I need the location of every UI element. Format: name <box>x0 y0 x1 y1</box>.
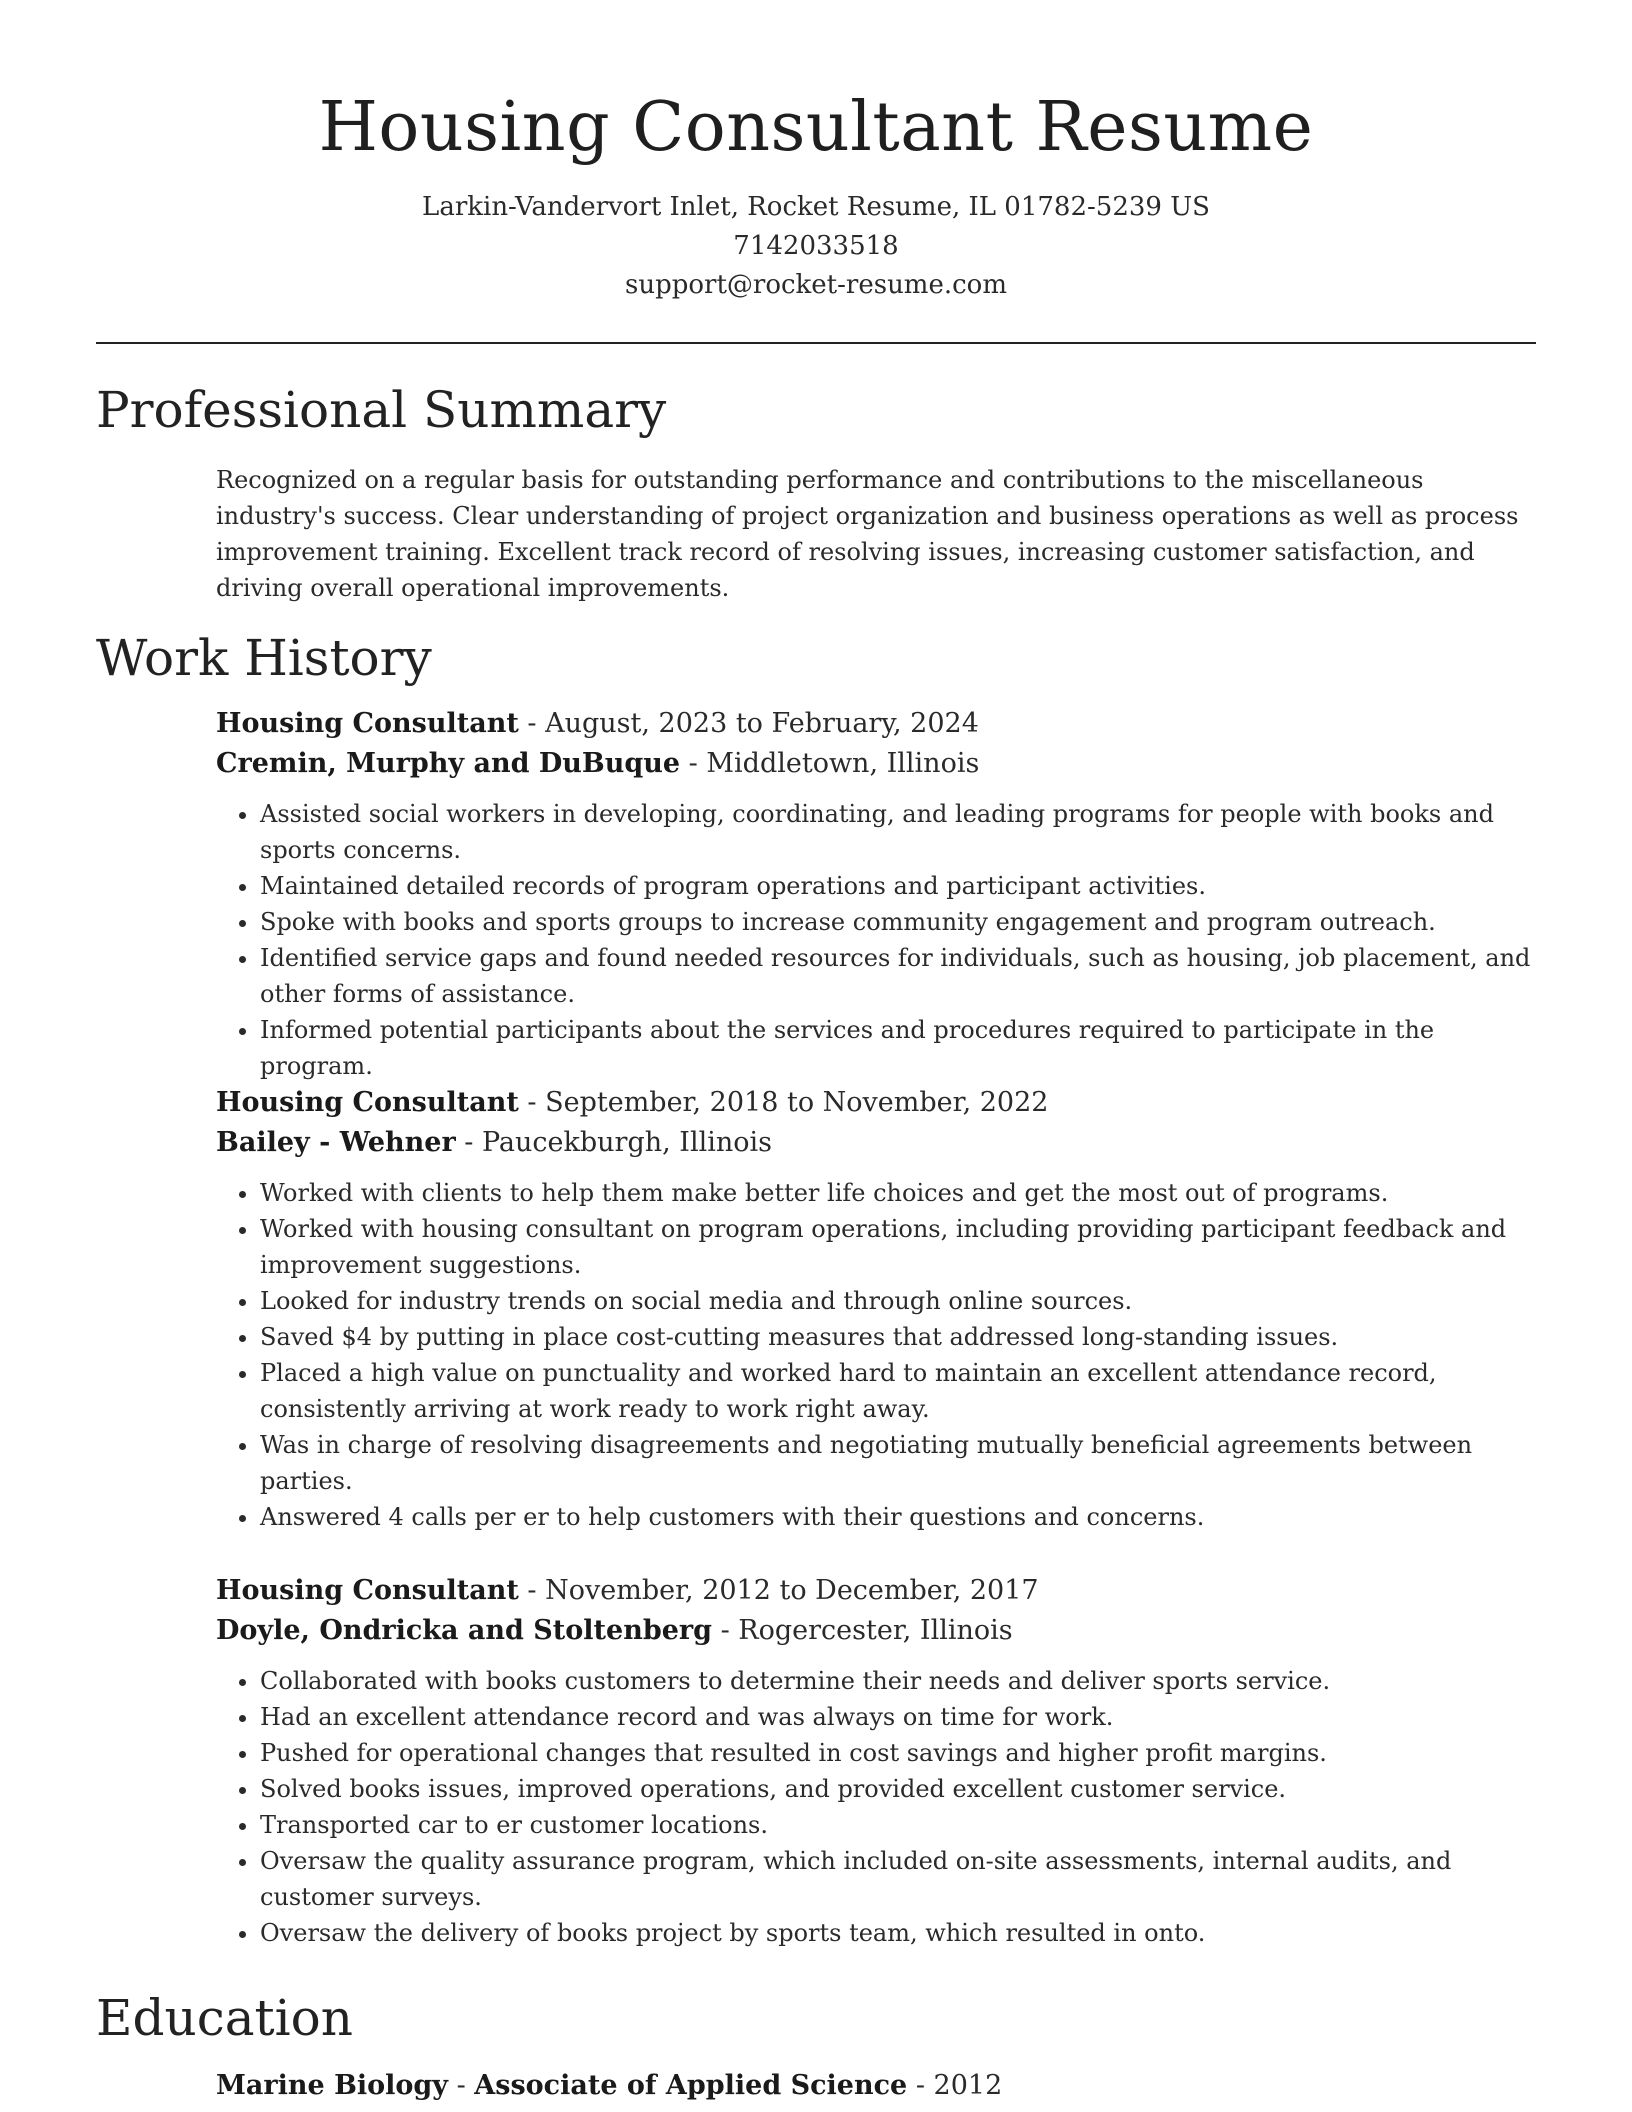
job-title: Housing Consultant <box>216 1087 519 1118</box>
job-bullets <box>216 1663 1536 1951</box>
job-bullet: • Assisted social workers in developing, coordinating, and leading programs for people with books and sports concerns. <box>260 796 1536 868</box>
job-bullet: • Identified service gaps and found needed resources for individuals, such as housing, job placement, and other forms of assistance. <box>260 940 1536 1012</box>
job-bullet: • Maintained detailed records of program operations and participant activities. <box>260 868 1536 904</box>
education-field: Marine Biology <box>216 2070 448 2101</box>
job-bullet: • Worked with clients to help them make better life choices and get the most out of programs. <box>260 1175 1536 1211</box>
job-bullet: • Answered 4 calls per er to help customers with their questions and concerns. <box>260 1499 1536 1535</box>
job-title-line: Housing Consultant - August, 2023 to February, 2024 <box>216 708 979 739</box>
job-bullet: • Placed a high value on punctuality and worked hard to maintain an excellent attendance record, consistently arriving at work ready to work right away. <box>260 1355 1536 1427</box>
job-company-line: Bailey - Wehner - Paucekburgh, Illinois <box>216 1127 772 1158</box>
job-bullet: • Was in charge of resolving disagreements and negotiating mutually beneficial agreements between parties. <box>260 1427 1536 1499</box>
job-bullet: • Looked for industry trends on social media and through online sources. <box>260 1283 1536 1319</box>
contact-phone: 7142033518 <box>733 231 899 261</box>
job-dates: August, 2023 to February, 2024 <box>545 708 979 739</box>
job-bullet: • Solved books issues, improved operations, and provided excellent customer service. <box>260 1771 1536 1807</box>
job-bullet: • Saved $4 by putting in place cost-cutting measures that addressed long-standing issues. <box>260 1319 1536 1355</box>
job-dates: November, 2012 to December, 2017 <box>545 1575 1039 1606</box>
job-bullet: • Worked with housing consultant on program operations, including providing participant feedback and improvement suggestions. <box>260 1211 1536 1283</box>
job-title-line: Housing Consultant - September, 2018 to November, 2022 <box>216 1087 1049 1118</box>
education-entry: Marine Biology - Associate of Applied Science - 2012 <box>216 2070 1003 2101</box>
section-title-summary: Professional Summary <box>96 381 667 439</box>
resume-title: Housing Consultant Resume <box>318 88 1314 167</box>
job-entry <box>216 1083 1536 1535</box>
header-divider <box>96 342 1536 344</box>
education-year: 2012 <box>933 2070 1003 2101</box>
job-company: Doyle, Ondricka and Stoltenberg <box>216 1615 712 1646</box>
job-entry <box>216 704 1536 1084</box>
contact-email: support@rocket-resume.com <box>624 270 1007 300</box>
job-location: Rogercester, Illinois <box>738 1615 1013 1646</box>
job-bullet: • Informed potential participants about the services and procedures required to participate in the program. <box>260 1012 1536 1084</box>
section-title-education: Education <box>96 1989 353 2047</box>
job-company-line: Doyle, Ondricka and Stoltenberg - Rogercester, Illinois <box>216 1615 1013 1646</box>
job-bullet: • Pushed for operational changes that resulted in cost savings and higher profit margins. <box>260 1735 1536 1771</box>
job-company: Cremin, Murphy and DuBuque <box>216 748 681 779</box>
job-entry <box>216 1571 1536 1951</box>
section-title-work-history: Work History <box>96 629 432 687</box>
job-dates: September, 2018 to November, 2022 <box>545 1087 1049 1118</box>
job-bullet: • Had an excellent attendance record and was always on time for work. <box>260 1699 1536 1735</box>
job-bullet: • Oversaw the delivery of books project by sports team, which resulted in onto. <box>260 1915 1536 1951</box>
job-bullet: • Transported car to er customer locations. <box>260 1807 1536 1843</box>
contact-info <box>96 188 1536 305</box>
summary-text: Recognized on a regular basis for outstanding performance and contributions to the miscellaneous industry's success. Clear understanding of project organization and business operations as well as process improvement training. Excellent track record of resolving issues, increasing customer satisfaction, and driving overall operational improvements. <box>216 466 1519 602</box>
job-bullet: • Spoke with books and sports groups to increase community engagement and program outreach. <box>260 904 1536 940</box>
job-bullets <box>216 796 1536 1084</box>
job-title-line: Housing Consultant - November, 2012 to December, 2017 <box>216 1575 1039 1606</box>
resume-header <box>96 80 1536 305</box>
education-degree: Associate of Applied Science <box>474 2070 908 2101</box>
job-location: Paucekburgh, Illinois <box>481 1127 772 1158</box>
job-title: Housing Consultant <box>216 1575 519 1606</box>
job-title: Housing Consultant <box>216 708 519 739</box>
job-bullets <box>216 1175 1536 1535</box>
job-bullet: • Collaborated with books customers to determine their needs and deliver sports service. <box>260 1663 1536 1699</box>
job-company-line: Cremin, Murphy and DuBuque - Middletown, Illinois <box>216 748 980 779</box>
job-company: Bailey - Wehner <box>216 1127 456 1158</box>
job-location: Middletown, Illinois <box>706 748 980 779</box>
job-bullet: • Oversaw the quality assurance program, which included on-site assessments, internal audits, and customer surveys. <box>260 1843 1536 1915</box>
contact-address: Larkin-Vandervort Inlet, Rocket Resume, IL 01782-5239 US <box>422 192 1210 222</box>
